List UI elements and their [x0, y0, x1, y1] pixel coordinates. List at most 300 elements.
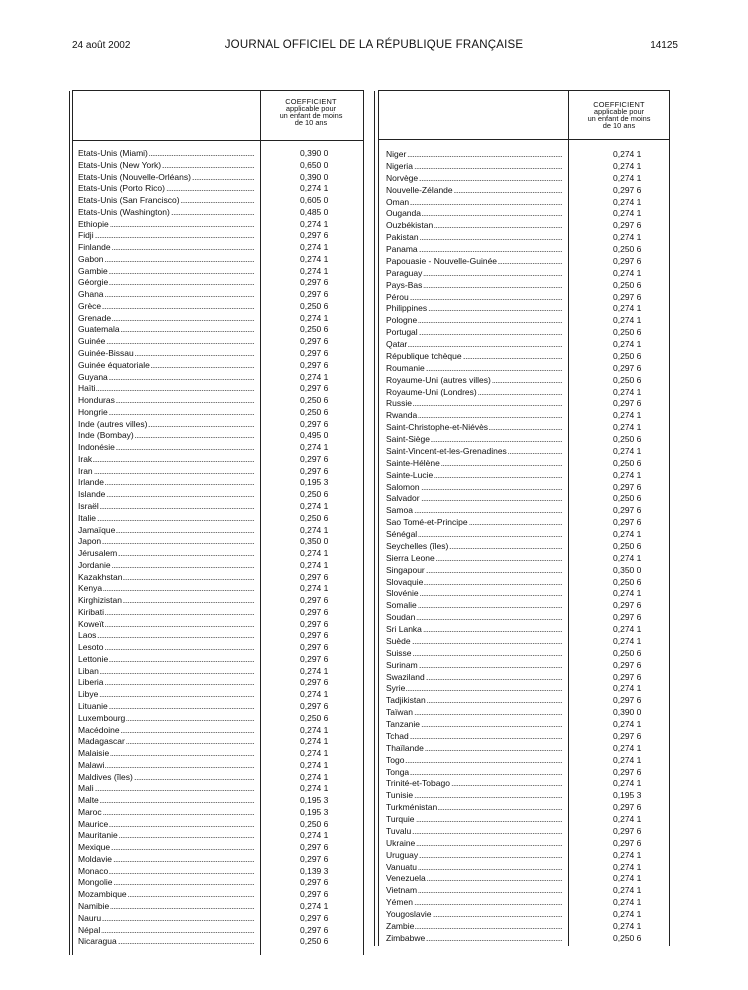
- country-name: Laos: [78, 630, 97, 641]
- page-number: 14125: [650, 40, 678, 51]
- country-name: Roumanie: [386, 362, 425, 373]
- coefficient-value: 0,274 1: [613, 160, 642, 171]
- coefficient-value: 0,274 1: [613, 885, 642, 896]
- coefficient-column-header: [569, 101, 669, 129]
- table-row: [73, 689, 363, 701]
- coefficient-value: 0,274 1: [613, 315, 642, 326]
- coefficient-value: 0,297 6: [613, 255, 642, 266]
- coefficient-value: 0,297 6: [613, 802, 642, 813]
- country-name: Paraguay: [386, 267, 423, 278]
- table-row: [379, 149, 669, 161]
- country-name: Niger: [386, 149, 407, 159]
- coefficient-header-line1: COEFFICIENT: [593, 100, 645, 109]
- coefficient-value: 0,274 1: [300, 183, 329, 194]
- country-name: Soudan: [386, 612, 416, 623]
- country-name: Suisse: [386, 647, 412, 658]
- table-row: [73, 866, 363, 878]
- table-row: [73, 925, 363, 937]
- table-row: [379, 588, 669, 600]
- table-row: [73, 936, 363, 948]
- coefficient-value: 0,390 0: [300, 171, 329, 182]
- table-row: [73, 266, 363, 278]
- country-name: Madagascar: [78, 736, 125, 747]
- table-row: [73, 795, 363, 807]
- country-name: Kiribati: [78, 606, 104, 617]
- table-row: [379, 933, 669, 945]
- table-row: [379, 387, 669, 399]
- table-rows-right: [379, 149, 669, 945]
- country-name: Taïwan: [386, 707, 413, 718]
- coefficient-value: 0,274 1: [300, 371, 329, 382]
- table-row: [379, 921, 669, 933]
- coefficient-value: 0,297 6: [300, 653, 329, 664]
- coefficient-value: 0,274 1: [613, 920, 642, 931]
- coefficient-value: 0,250 6: [613, 493, 642, 504]
- country-name: Gambie: [78, 265, 108, 276]
- country-name: Slovaquie: [386, 576, 424, 587]
- country-name: Sri Lanka: [386, 624, 422, 634]
- table-row: [379, 505, 669, 517]
- coefficient-value: 0,297 6: [613, 671, 642, 682]
- country-name: Portugal: [386, 327, 418, 338]
- table-row: [73, 889, 363, 901]
- table-row: [379, 422, 669, 434]
- table-row: [73, 454, 363, 466]
- header-rule: [73, 140, 363, 141]
- country-name: Monaco: [78, 865, 109, 876]
- country-name: Maldives (îles): [78, 771, 133, 782]
- country-name: Lettonie: [78, 653, 109, 664]
- table-row: [73, 736, 363, 748]
- coefficient-value: 0,274 1: [300, 783, 329, 794]
- table-left-rule: [69, 91, 70, 955]
- coefficient-value: 0,274 1: [300, 312, 329, 323]
- country-name: Sainte-Lucie: [386, 469, 434, 480]
- table-row: [379, 565, 669, 577]
- table-row: [379, 280, 669, 292]
- country-name: Gabon: [78, 253, 104, 264]
- coefficient-value: 0,274 1: [300, 500, 329, 511]
- table-row: [73, 748, 363, 760]
- table-row: [379, 244, 669, 256]
- table-row: [379, 458, 669, 470]
- country-name: Grèce: [78, 300, 102, 311]
- country-name: Suède: [386, 635, 411, 646]
- coefficient-value: 0,297 6: [300, 912, 329, 923]
- coefficient-value: 0,297 6: [300, 383, 329, 394]
- table-row: [379, 707, 669, 719]
- coefficient-value: 0,274 1: [613, 339, 642, 349]
- coefficient-value: 0,274 1: [613, 303, 642, 314]
- table-row: [73, 725, 363, 737]
- coefficient-value: 0,274 1: [613, 196, 642, 207]
- coefficient-header-line4: de 10 ans: [602, 121, 636, 130]
- table-row: [379, 660, 669, 672]
- coefficient-value: 0,250 6: [300, 406, 329, 417]
- country-name: Islande: [78, 489, 106, 500]
- country-name: Philippines: [386, 303, 428, 314]
- coefficient-value: 0,195 3: [613, 790, 642, 801]
- country-name: Surinam: [386, 659, 418, 670]
- country-name: Jamaïque: [78, 524, 116, 535]
- coefficient-table-right: [378, 90, 670, 946]
- coefficient-value: 0,274 1: [613, 172, 642, 183]
- country-name: Maroc: [78, 806, 102, 817]
- country-name: République tchèque: [386, 350, 462, 361]
- coefficient-value: 0,350 0: [613, 564, 642, 575]
- coefficient-table-left: [72, 90, 364, 955]
- coefficient-value: 0,297 6: [613, 362, 642, 373]
- table-row: [379, 838, 669, 850]
- table-row: [73, 548, 363, 560]
- country-name: Népal: [78, 924, 101, 935]
- country-name: Irak: [78, 453, 93, 464]
- country-name: Etats-Unis (Porto Rico): [78, 183, 165, 194]
- coefficient-value: 0,274 1: [613, 873, 642, 884]
- country-name: Ouganda: [386, 208, 421, 219]
- country-name: Uruguay: [386, 849, 419, 860]
- table-row: [379, 755, 669, 767]
- coefficient-value: 0,297 6: [613, 517, 642, 528]
- coefficient-value: 0,274 1: [613, 635, 642, 646]
- table-row: [379, 208, 669, 220]
- coefficient-value: 0,274 1: [613, 410, 642, 421]
- coefficient-value: 0,274 1: [300, 665, 329, 676]
- country-name: Turquie: [386, 814, 415, 824]
- table-row: [73, 324, 363, 336]
- table-row: [379, 885, 669, 897]
- coefficient-value: 0,274 1: [300, 901, 329, 911]
- table-row: [379, 303, 669, 315]
- country-name: Singapour: [386, 564, 425, 575]
- table-row: [379, 517, 669, 529]
- coefficient-value: 0,250 6: [300, 489, 329, 500]
- country-name: Salomon: [386, 481, 420, 492]
- coefficient-value: 0,297 6: [300, 595, 329, 606]
- table-row: [73, 607, 363, 619]
- coefficient-value: 0,274 1: [613, 588, 642, 599]
- country-name: Tonga: [386, 766, 410, 777]
- country-name: Jordanie: [78, 559, 111, 570]
- country-name: Maurice: [78, 818, 109, 829]
- table-row: [379, 719, 669, 731]
- coefficient-value: 0,274 1: [613, 814, 642, 824]
- country-name: Mongolie: [78, 877, 113, 888]
- table-row: [379, 826, 669, 838]
- country-name: Vietnam: [386, 885, 418, 896]
- coefficient-value: 0,274 1: [300, 748, 329, 759]
- coefficient-value: 0,297 6: [300, 842, 329, 853]
- table-row: [73, 419, 363, 431]
- table-row: [73, 336, 363, 348]
- coefficient-value: 0,297 6: [613, 220, 642, 231]
- coefficient-value: 0,274 1: [300, 736, 329, 747]
- country-name: Kenya: [78, 583, 103, 594]
- country-name: Samoa: [386, 505, 413, 516]
- table-row: [73, 348, 363, 360]
- coefficient-value: 0,297 6: [300, 924, 329, 935]
- coefficient-value: 0,297 6: [300, 700, 329, 711]
- country-name: Etats-Unis (Nouvelle-Orléans): [78, 171, 191, 182]
- country-name: Guinée-Bissau: [78, 348, 134, 359]
- coefficient-value: 0,274 1: [613, 624, 642, 634]
- coefficient-value: 0,297 6: [613, 398, 642, 409]
- table-row: [73, 595, 363, 607]
- country-name: Honduras: [78, 395, 115, 406]
- coefficient-value: 0,297 6: [300, 618, 329, 629]
- table-row: [73, 666, 363, 678]
- country-name: Inde (Bombay): [78, 430, 134, 441]
- country-name: Guatemala: [78, 324, 120, 335]
- coefficient-value: 0,274 1: [300, 830, 329, 841]
- coefficient-value: 0,274 1: [613, 469, 642, 480]
- table-row: [73, 877, 363, 889]
- coefficient-value: 0,250 6: [300, 395, 329, 406]
- coefficient-value: 0,274 1: [300, 771, 329, 782]
- coefficient-value: 0,297 6: [300, 853, 329, 864]
- country-name: Malawi: [78, 759, 105, 770]
- country-name: Liberia: [78, 677, 104, 688]
- country-name: Jérusalem: [78, 548, 118, 559]
- table-row: [73, 254, 363, 266]
- country-name: Irlande: [78, 477, 104, 488]
- country-name: Haïti: [78, 383, 96, 394]
- country-name: Zambie: [386, 920, 415, 931]
- coefficient-value: 0,274 1: [613, 849, 642, 860]
- country-name: Malaisie: [78, 748, 110, 759]
- country-name: Iran: [78, 465, 93, 476]
- table-row: [73, 760, 363, 772]
- country-name: Sierra Leone: [386, 552, 435, 563]
- country-name: Hongrie: [78, 406, 108, 417]
- table-row: [73, 854, 363, 866]
- table-row: [379, 161, 669, 173]
- coefficient-value: 0,485 0: [300, 206, 329, 217]
- coefficient-value: 0,297 6: [613, 505, 642, 516]
- country-name: Panama: [386, 244, 418, 254]
- coefficient-value: 0,250 6: [300, 512, 329, 523]
- country-name: Macédoine: [78, 724, 120, 735]
- country-name: Russie: [386, 398, 412, 409]
- coefficient-header-line1: COEFFICIENT: [285, 97, 337, 106]
- country-name: Japon: [78, 536, 102, 547]
- coefficient-value: 0,297 6: [300, 277, 329, 288]
- table-row: [73, 242, 363, 254]
- country-name: Saint-Vincent-et-les-Grenadines: [386, 445, 507, 456]
- coefficient-value: 0,297 6: [613, 766, 642, 777]
- country-name: Seychelles (îles): [386, 540, 449, 551]
- coefficient-value: 0,274 1: [300, 442, 329, 453]
- coefficient-value: 0,274 1: [613, 267, 642, 278]
- coefficient-value: 0,274 1: [300, 689, 329, 700]
- country-name: Ukraine: [386, 837, 416, 848]
- country-name: Namibie: [78, 901, 110, 911]
- table-row: [73, 830, 363, 842]
- table-row: [379, 850, 669, 862]
- country-name: Lituanie: [78, 700, 108, 711]
- coefficient-column-header: [261, 98, 361, 126]
- coefficient-value: 0,250 6: [613, 576, 642, 587]
- country-name: Oman: [386, 196, 410, 207]
- coefficient-value: 0,195 3: [300, 795, 329, 806]
- table-row: [73, 583, 363, 595]
- coefficient-value: 0,195 3: [300, 477, 329, 488]
- table-row: [379, 363, 669, 375]
- country-name: Yémen: [386, 897, 413, 908]
- table-row: [379, 862, 669, 874]
- coefficient-value: 0,274 1: [613, 861, 642, 872]
- table-row: [379, 672, 669, 684]
- country-name: Libye: [78, 689, 99, 700]
- coefficient-value: 0,390 0: [300, 148, 329, 158]
- table-row: [379, 577, 669, 589]
- table-rows-left: [73, 148, 363, 948]
- table-row: [73, 172, 363, 184]
- coefficient-value: 0,274 1: [613, 897, 642, 908]
- table-row: [379, 767, 669, 779]
- country-name: Thaïlande: [386, 742, 424, 753]
- coefficient-value: 0,274 1: [300, 265, 329, 276]
- table-row: [379, 339, 669, 351]
- coefficient-value: 0,495 0: [300, 430, 329, 441]
- table-row: [73, 513, 363, 525]
- country-name: Slovénie: [386, 588, 419, 599]
- table-row: [73, 442, 363, 454]
- table-row: [379, 636, 669, 648]
- country-name: Kazakhstan: [78, 571, 123, 582]
- country-name: Sao Tomé-et-Principe: [386, 517, 468, 528]
- country-name: Royaume-Uni (autres villes): [386, 374, 491, 385]
- country-name: Liban: [78, 665, 99, 676]
- country-name: Pays-Bas: [386, 279, 423, 290]
- country-name: Kirghizistan: [78, 595, 122, 606]
- coefficient-value: 0,297 6: [300, 336, 329, 347]
- coefficient-value: 0,297 6: [300, 348, 329, 359]
- table-row: [73, 677, 363, 689]
- coefficient-header-line3: un enfant de moins: [587, 114, 651, 123]
- coefficient-value: 0,297 6: [300, 677, 329, 688]
- table-row: [73, 301, 363, 313]
- table-row: [73, 407, 363, 419]
- coefficient-value: 0,274 1: [613, 529, 642, 539]
- coefficient-value: 0,250 6: [300, 818, 329, 829]
- table-row: [379, 600, 669, 612]
- country-name: Ouzbékistan: [386, 220, 434, 231]
- table-row: [379, 802, 669, 814]
- table-row: [73, 901, 363, 913]
- table-row: [73, 913, 363, 925]
- country-name: Grenade: [78, 312, 112, 323]
- table-row: [73, 572, 363, 584]
- coefficient-value: 0,274 1: [300, 724, 329, 735]
- table-row: [73, 195, 363, 207]
- country-name: Qatar: [386, 339, 408, 349]
- page-date: 24 août 2002: [72, 40, 131, 51]
- country-name: Sainte-Hélène: [386, 457, 440, 468]
- table-row: [73, 207, 363, 219]
- country-name: Rwanda: [386, 410, 418, 421]
- table-row: [73, 219, 363, 231]
- table-row: [73, 360, 363, 372]
- table-row: [379, 873, 669, 885]
- table-row: [73, 713, 363, 725]
- country-name: Mali: [78, 783, 94, 794]
- table-row: [73, 277, 363, 289]
- country-name: Nigeria: [386, 160, 413, 171]
- coefficient-value: 0,250 6: [613, 932, 642, 943]
- coefficient-value: 0,274 1: [613, 149, 642, 159]
- coefficient-value: 0,297 6: [300, 889, 329, 900]
- coefficient-value: 0,274 1: [300, 548, 329, 559]
- country-name: Luxembourg: [78, 712, 126, 723]
- country-name: Pakistan: [386, 232, 419, 243]
- country-name: Italie: [78, 512, 96, 523]
- country-name: Syrie: [386, 683, 406, 694]
- country-name: Saint-Christophe-et-Niévès: [386, 422, 489, 433]
- country-name: Lesoto: [78, 642, 104, 653]
- coefficient-value: 0,390 0: [613, 707, 642, 718]
- table-row: [73, 783, 363, 795]
- coefficient-value: 0,250 6: [613, 457, 642, 468]
- table-row: [73, 372, 363, 384]
- coefficient-header-line4: de 10 ans: [294, 118, 328, 127]
- table-row: [379, 731, 669, 743]
- country-name: Turkménistan: [386, 802, 438, 813]
- coefficient-value: 0,274 1: [300, 583, 329, 594]
- coefficient-value: 0,274 1: [613, 232, 642, 243]
- coefficient-value: 0,297 6: [613, 184, 642, 195]
- country-name: Saint-Siège: [386, 434, 430, 444]
- table-row: [379, 315, 669, 327]
- country-name: Mauritanie: [78, 830, 118, 841]
- table-row: [73, 630, 363, 642]
- table-row: [379, 778, 669, 790]
- table-row: [379, 410, 669, 422]
- coefficient-value: 0,297 6: [300, 359, 329, 370]
- table-row: [379, 624, 669, 636]
- table-row: [379, 268, 669, 280]
- table-row: [379, 541, 669, 553]
- coefficient-value: 0,274 1: [300, 253, 329, 264]
- coefficient-value: 0,297 6: [300, 606, 329, 617]
- coefficient-value: 0,274 1: [613, 422, 642, 433]
- coefficient-value: 0,250 6: [300, 712, 329, 723]
- table-row: [73, 701, 363, 713]
- table-row: [73, 395, 363, 407]
- coefficient-value: 0,274 1: [300, 759, 329, 770]
- country-name: Koweït: [78, 618, 104, 629]
- coefficient-value: 0,297 6: [300, 230, 329, 241]
- coefficient-value: 0,274 1: [613, 208, 642, 219]
- coefficient-value: 0,250 6: [300, 324, 329, 335]
- country-name: Guinée: [78, 336, 106, 347]
- table-row: [73, 430, 363, 442]
- coefficient-value: 0,297 6: [613, 481, 642, 492]
- country-name: Venezuela: [386, 873, 426, 884]
- country-name: Togo: [386, 754, 405, 765]
- coefficient-header-line2: applicable pour: [593, 107, 645, 116]
- table-row: [73, 383, 363, 395]
- country-name: Etats-Unis (New York): [78, 159, 162, 170]
- coefficient-value: 0,297 6: [300, 465, 329, 476]
- coefficient-header-line3: un enfant de moins: [279, 111, 343, 120]
- table-row: [379, 232, 669, 244]
- country-name: Vanuatu: [386, 861, 418, 872]
- country-name: Tunisie: [386, 790, 414, 801]
- country-name: Guinée équatoriale: [78, 359, 150, 370]
- coefficient-value: 0,297 6: [613, 612, 642, 623]
- table-row: [73, 148, 363, 160]
